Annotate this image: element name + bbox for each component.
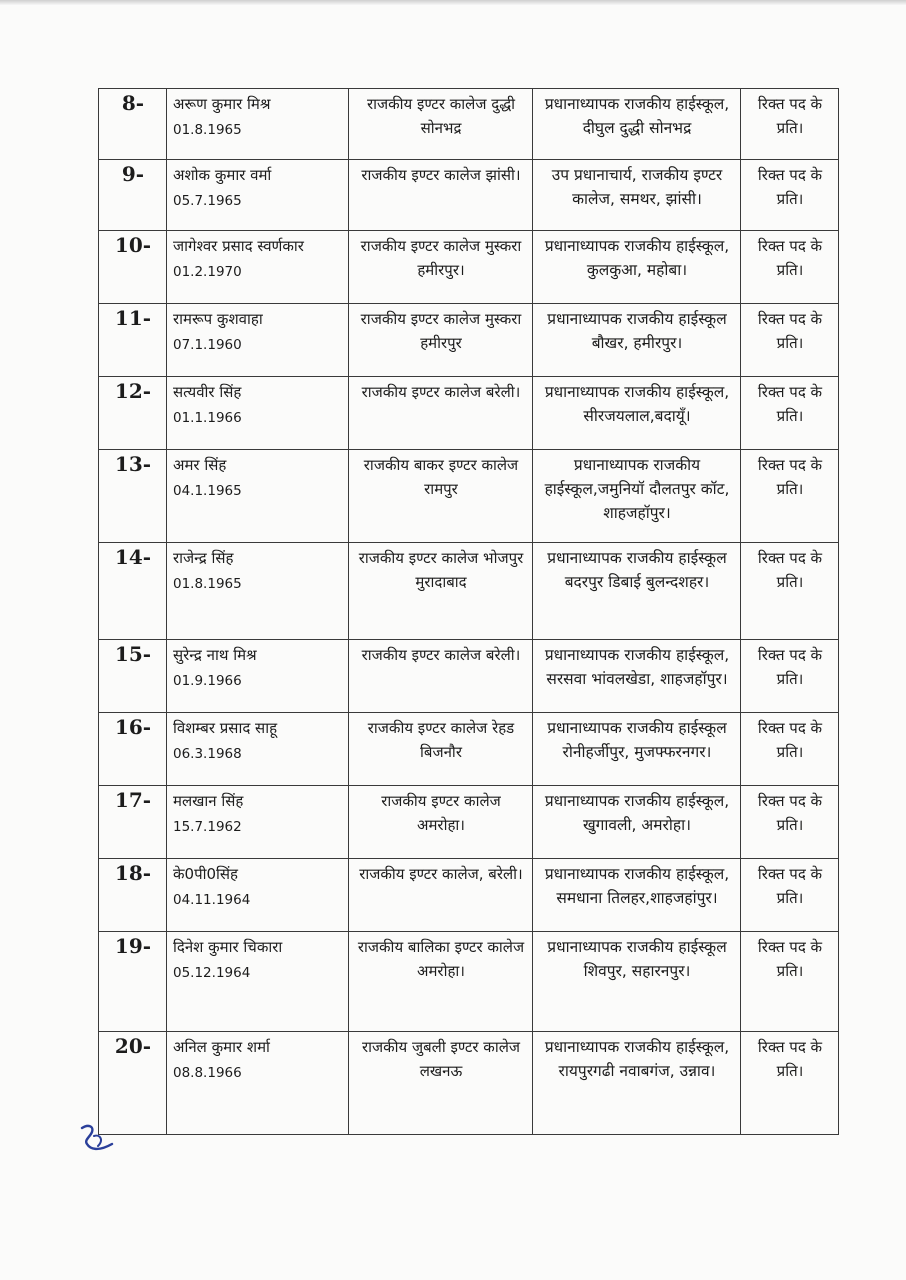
birth-date: 08.8.1966 [173, 1065, 242, 1081]
table-row [99, 304, 839, 377]
current-posting: राजकीय इण्टर कालेज मुस्करा हमीरपुर। [349, 231, 533, 304]
remark: रिक्त पद के प्रति। [741, 713, 839, 786]
table-row [99, 713, 839, 786]
table-row [99, 89, 839, 160]
birth-date: 07.1.1960 [173, 337, 242, 353]
name-cell [167, 932, 349, 1032]
new-posting: प्रधानाध्यापक राजकीय हाईस्कूल, सीरजयलाल,बदायूँ। [533, 377, 741, 450]
name-cell [167, 450, 349, 543]
name-cell [167, 713, 349, 786]
officer-name: जागेश्वर प्रसाद स्वर्णकार [173, 237, 304, 255]
serial-number: 17- [99, 786, 167, 859]
remark: रिक्त पद के प्रति। [741, 786, 839, 859]
birth-date: 01.2.1970 [173, 264, 242, 280]
posting-table [98, 88, 839, 1135]
current-posting: राजकीय जुबली इण्टर कालेज लखनऊ [349, 1032, 533, 1135]
name-cell [167, 160, 349, 231]
table-row [99, 450, 839, 543]
officer-name: अरूण कुमार मिश्र [173, 95, 271, 113]
birth-date: 04.1.1965 [173, 483, 242, 499]
table-row [99, 231, 839, 304]
serial-number: 13- [99, 450, 167, 543]
officer-name: के0पी0सिंह [173, 865, 239, 883]
officer-name: दिनेश कुमार चिकारा [173, 938, 283, 956]
birth-date: 06.3.1968 [173, 746, 242, 762]
serial-number: 8- [99, 89, 167, 160]
serial-number: 10- [99, 231, 167, 304]
officer-name: राजेन्द्र सिंह [173, 549, 234, 567]
remark: रिक्त पद के प्रति। [741, 160, 839, 231]
current-posting: राजकीय इण्टर कालेज दुद्धी सोनभद्र [349, 89, 533, 160]
page-top-edge [0, 0, 906, 6]
new-posting: प्रधानाध्यापक राजकीय हाईस्कूल शिवपुर, सहारनपुर। [533, 932, 741, 1032]
birth-date: 05.7.1965 [173, 193, 242, 209]
table-row [99, 932, 839, 1032]
current-posting: राजकीय इण्टर कालेज रेहड बिजनौर [349, 713, 533, 786]
officer-name: अशोक कुमार वर्मा [173, 166, 272, 184]
new-posting: प्रधानाध्यापक राजकीय हाईस्कूल बौखर, हमीरपुर। [533, 304, 741, 377]
officer-name: अनिल कुमार शर्मा [173, 1038, 270, 1056]
name-cell [167, 1032, 349, 1135]
current-posting: राजकीय इण्टर कालेज बरेली। [349, 640, 533, 713]
remark: रिक्त पद के प्रति। [741, 1032, 839, 1135]
name-cell [167, 786, 349, 859]
serial-number: 18- [99, 859, 167, 932]
officer-name: रामरूप कुशवाहा [173, 310, 263, 328]
serial-number: 9- [99, 160, 167, 231]
serial-number: 19- [99, 932, 167, 1032]
current-posting: राजकीय इण्टर कालेज बरेली। [349, 377, 533, 450]
current-posting: राजकीय बालिका इण्टर कालेज अमरोहा। [349, 932, 533, 1032]
name-cell [167, 543, 349, 640]
serial-number: 12- [99, 377, 167, 450]
birth-date: 01.9.1966 [173, 673, 242, 689]
name-cell [167, 89, 349, 160]
new-posting: उप प्रधानाचार्य, राजकीय इण्टर कालेज, समथर, झांसी। [533, 160, 741, 231]
current-posting: राजकीय बाकर इण्टर कालेज रामपुर [349, 450, 533, 543]
remark: रिक्त पद के प्रति। [741, 543, 839, 640]
serial-number: 14- [99, 543, 167, 640]
officer-name: सत्यवीर सिंह [173, 383, 242, 401]
table-row [99, 160, 839, 231]
remark: रिक्त पद के प्रति। [741, 450, 839, 543]
new-posting: प्रधानाध्यापक राजकीय हाईस्कूल बदरपुर डिबाई बुलन्दशहर। [533, 543, 741, 640]
new-posting: प्रधानाध्यापक राजकीय हाईस्कूल, समधाना तिलहर,शाहजहांपुर। [533, 859, 741, 932]
current-posting: राजकीय इण्टर कालेज झांसी। [349, 160, 533, 231]
birth-date: 01.1.1966 [173, 410, 242, 426]
table-row [99, 1032, 839, 1135]
new-posting: प्रधानाध्यापक राजकीय हाईस्कूल, सरसवा भांवलखेडा, शाहजहॉपुर। [533, 640, 741, 713]
remark: रिक्त पद के प्रति। [741, 859, 839, 932]
name-cell [167, 640, 349, 713]
table-row [99, 640, 839, 713]
new-posting: प्रधानाध्यापक राजकीय हाईस्कूल, खुगावली, अमरोहा। [533, 786, 741, 859]
table-row [99, 377, 839, 450]
birth-date: 01.8.1965 [173, 576, 242, 592]
name-cell [167, 231, 349, 304]
officer-name: सुरेन्द्र नाथ मिश्र [173, 646, 257, 664]
birth-date: 05.12.1964 [173, 965, 251, 981]
new-posting: प्रधानाध्यापक राजकीय हाईस्कूल, रायपुरगढी नवाबगंज, उन्नाव। [533, 1032, 741, 1135]
remark: रिक्त पद के प्रति। [741, 377, 839, 450]
officer-name: अमर सिंह [173, 456, 227, 474]
officer-name: मलखान सिंह [173, 792, 244, 810]
current-posting: राजकीय इण्टर कालेज भोजपुर मुरादाबाद [349, 543, 533, 640]
name-cell [167, 377, 349, 450]
serial-number: 16- [99, 713, 167, 786]
birth-date: 15.7.1962 [173, 819, 242, 835]
table-row [99, 859, 839, 932]
serial-number: 20- [99, 1032, 167, 1135]
current-posting: राजकीय इण्टर कालेज अमरोहा। [349, 786, 533, 859]
remark: रिक्त पद के प्रति। [741, 304, 839, 377]
current-posting: राजकीय इण्टर कालेज, बरेली। [349, 859, 533, 932]
officer-name: विशम्बर प्रसाद साहू [173, 719, 278, 737]
new-posting: प्रधानाध्यापक राजकीय हाईस्कूल रोनीहर्जीपुर, मुजफ्फरनगर। [533, 713, 741, 786]
remark: रिक्त पद के प्रति। [741, 231, 839, 304]
birth-date: 01.8.1965 [173, 122, 242, 138]
new-posting: प्रधानाध्यापक राजकीय हाईस्कूल,जमुनियॉ दौलतपुर कॉट, शाहजहॉपुर। [533, 450, 741, 543]
new-posting: प्रधानाध्यापक राजकीय हाईस्कूल, दीघुल दुद्धी सोनभद्र [533, 89, 741, 160]
table-row [99, 543, 839, 640]
current-posting: राजकीय इण्टर कालेज मुस्करा हमीरपुर [349, 304, 533, 377]
table-row [99, 786, 839, 859]
birth-date: 04.11.1964 [173, 892, 251, 908]
serial-number: 11- [99, 304, 167, 377]
remark: रिक्त पद के प्रति। [741, 932, 839, 1032]
name-cell [167, 304, 349, 377]
name-cell [167, 859, 349, 932]
new-posting: प्रधानाध्यापक राजकीय हाईस्कूल, कुलकुआ, महोबा। [533, 231, 741, 304]
remark: रिक्त पद के प्रति। [741, 640, 839, 713]
remark: रिक्त पद के प्रति। [741, 89, 839, 160]
serial-number: 15- [99, 640, 167, 713]
handwritten-initial-icon [78, 1122, 116, 1156]
